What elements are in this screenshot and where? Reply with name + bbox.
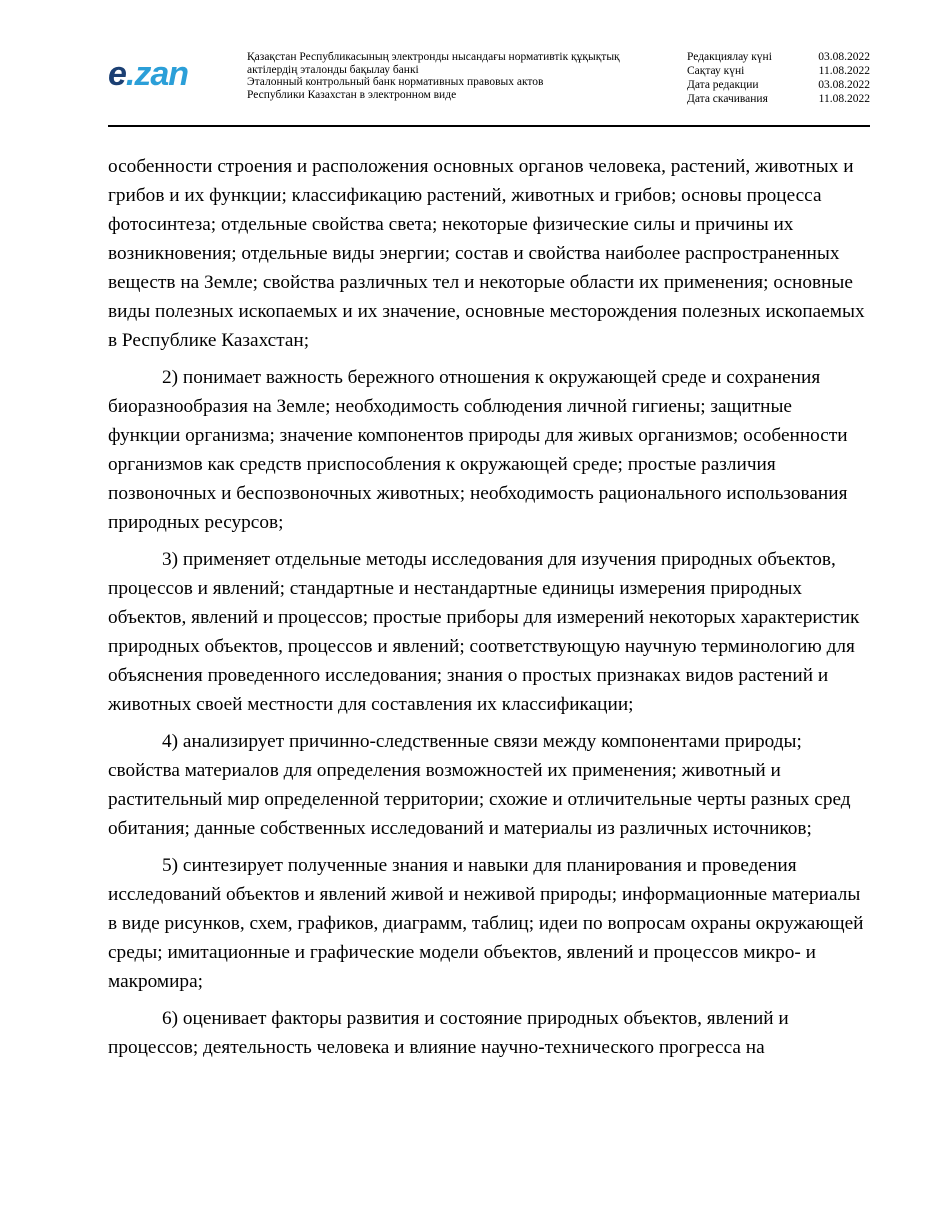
org-line-kz-2: актілердің эталонды бақылау банкі (247, 63, 419, 76)
organization-title (247, 51, 667, 101)
body-paragraph-item-2: 2) понимает важность бережного отношения к окружающей среде и сохранения биоразнообразия на Земле; необходимость соблюдения личной гигиены; защитные функции организма; значение компонентов природы для живых организмов; особенности организмов как средств приспособления к окружающей среде; простые различия позвоночных и беспозвоночных животных; необходимость рационального использования природных ресурсов; (108, 367, 848, 533)
meta-value: 03.08.2022 (818, 79, 870, 91)
logo-dot: . (125, 55, 135, 93)
meta-row-edit-date-kz (687, 50, 870, 64)
body-paragraph-continuation: особенности строения и расположения основных органов человека, растений, животных и грибов и их функции; классификацию растений, животных и грибов; основы процесса фотосинтеза; отдельные свойства света; некоторые физические силы и причины их возникновения; отдельные виды энергии; состав и свойства наиболее распространенных веществ на Земле; свойства различных тел и некоторые области их применения; основные виды полезных ископаемых и их значение, основные месторождения полезных ископаемых в Республике Казахстан; (108, 156, 865, 351)
body-paragraph-item-4: 4) анализирует причинно-следственные связи между компонентами природы; свойства материалов для определения возможностей их применения; животный и растительный мир определенной территории; схожие и отличительные черты разных сред обитания; данные собственных исследований и материалы из различных источников; (108, 731, 851, 839)
meta-label: Редакциялау күні (687, 51, 772, 63)
meta-label: Сақтау күні (687, 65, 745, 77)
meta-value: 11.08.2022 (818, 65, 870, 77)
meta-value: 11.08.2022 (818, 93, 870, 105)
body-paragraph-item-5: 5) синтезирует полученные знания и навыки для планирования и проведения исследований объектов и явлений живой и неживой природы; информационные материалы в виде рисунков, схем, графиков, диаграмм, таблиц; идеи по вопросам охраны окружающей среды; имитационные и графические модели объектов, явлений и процессов микро- и макромира; (108, 855, 864, 992)
meta-label: Дата редакции (687, 79, 759, 91)
org-line-ru-1: Эталонный контрольный банк нормативных правовых актов (247, 76, 544, 88)
org-line-kz-1: Қазақстан Республикасының электронды нысандағы нормативтік құқықтық (247, 51, 620, 63)
logo-e: e (108, 55, 126, 93)
logo-zan: zan (134, 55, 189, 93)
page-header (108, 45, 870, 125)
document-dates (687, 50, 870, 106)
body-paragraph-item-3: 3) применяет отдельные методы исследования для изучения природных объектов, процессов и явлений; стандартные и нестандартные единицы измерения природных объектов, явлений и процессов; простые приборы для измерений некоторых характеристик природных объектов, процессов и явлений; соответствующую научную терминологию для объяснения проведенного исследования; знания о простых признаках видов растений и животных своей местности для составления их классификации; (108, 549, 860, 715)
meta-label: Дата скачивания (687, 93, 768, 105)
meta-value: 03.08.2022 (818, 51, 870, 63)
document-body (108, 152, 868, 1070)
org-line-ru-2: Республики Казахстан в электронном виде (247, 88, 457, 101)
ezan-logo (108, 56, 226, 92)
body-paragraph-item-6: 6) оценивает факторы развития и состояние природных объектов, явлений и процессов; деятельность человека и влияние научно-технического прогресса на (108, 1008, 789, 1058)
meta-row-save-date-kz (687, 64, 870, 78)
meta-row-edit-date-ru (687, 78, 870, 92)
header-divider (108, 125, 870, 127)
meta-row-download-date-ru (687, 92, 870, 106)
